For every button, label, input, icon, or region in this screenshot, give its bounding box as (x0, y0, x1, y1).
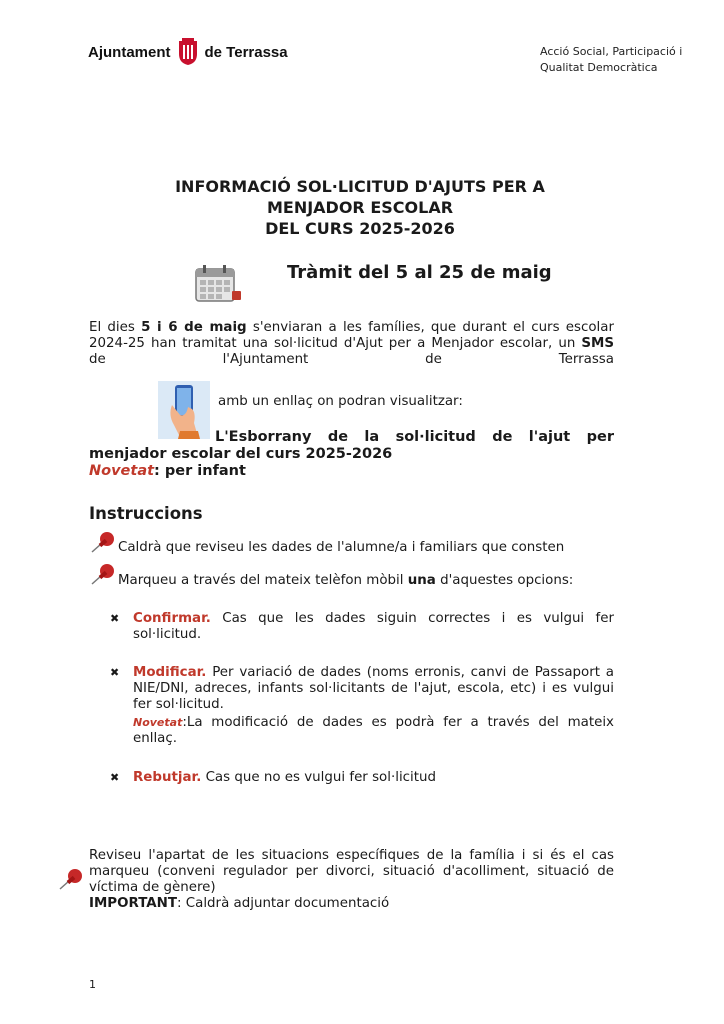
note-text: :La modificació de dades es podrà fer a través del mateix enllaç. (133, 715, 614, 746)
draft-block (89, 429, 614, 480)
instruction-item-1: Caldrà que reviseu les dades de l'alumne/a i familiars que consten (118, 540, 565, 555)
situations-paragraph (89, 848, 614, 912)
option-confirmar (133, 611, 614, 643)
option-text: Cas que les dades siguin correctes i es vulgui fer sol·licitud. (133, 611, 614, 642)
situations-text: Reviseu l'apartat de les situacions específiques de la família i si és el cas marqueu (conveni regulador per divorci, situació d'acolliment, situació de víctima de gènere) (89, 848, 614, 895)
department-name: Acció Social, Participació i Qualitat Democràtica (540, 45, 683, 74)
intro-dates: 5 i 6 de maig (141, 320, 247, 335)
intro-text-2: s'enviaran a les famílies, que durant el curs escolar 2024-25 han tramitat una sol·licitud d'Ajut per a Menjador escolar, un (89, 320, 614, 351)
pushpin-icon (88, 562, 118, 588)
draft-line-1: L'Esborrany de la sol·licitud de l'ajut per (215, 429, 614, 445)
option-title: Rebutjar. (133, 770, 202, 785)
crest-icon (177, 38, 199, 66)
note-label: Novetat (133, 716, 183, 729)
calendar-icon (194, 264, 242, 304)
draft-novetat (89, 463, 614, 480)
page-number: 1 (89, 978, 96, 991)
tramit-dates: Tràmit del 5 al 25 de maig (287, 262, 552, 283)
option-title: Modificar. (133, 665, 207, 680)
item2-text-b: d'aquestes opcions: (435, 573, 574, 588)
x-bullet-icon: ✖ (110, 666, 120, 679)
title-line-3: DEL CURS 2025-2026 (265, 219, 455, 238)
intro-sms: SMS (581, 336, 614, 351)
city-logo (88, 36, 288, 68)
intro-paragraph (89, 320, 614, 368)
item2-text-a: Marqueu a través del mateix telèfon mòbil (118, 573, 408, 588)
option-text: Cas que no es vulgui fer sol·licitud (201, 770, 436, 785)
novetat-label: Novetat (89, 463, 155, 479)
logo-text-right: de Terrassa (204, 43, 288, 61)
title-line-2: MENJADOR ESCOLAR (266, 198, 454, 217)
intro-text-3: de l'Ajuntament de Terrassa (89, 352, 614, 367)
x-bullet-icon: ✖ (110, 612, 120, 625)
logo-text-left: Ajuntament (88, 43, 171, 61)
intro-text-1: El dies (89, 320, 142, 335)
option-text: Per variació de dades (noms erronis, canvi de Passaport a NIE/DNI, adreces, infants sol·licitants de l'ajut, escola, etc) i es vulgui fer sol·licitud. (133, 665, 614, 712)
title-line-1: INFORMACIÓ SOL·LICITUD D'AJUTS PER A (175, 177, 545, 196)
novetat-text: : per infant (154, 463, 246, 479)
option-note (133, 715, 614, 747)
draft-line-2: menjador escolar del curs 2025-2026 (89, 446, 393, 462)
important-label: IMPORTANT (89, 896, 178, 911)
option-rebutjar (133, 770, 614, 786)
important-text: : Caldrà adjuntar documentació (177, 896, 390, 911)
pushpin-icon (88, 530, 118, 556)
item2-bold: una (407, 573, 436, 588)
link-text: amb un enllaç on podran visualitzar: (218, 394, 463, 409)
pushpin-icon (56, 867, 86, 893)
instructions-heading: Instruccions (89, 504, 203, 523)
option-title: Confirmar. (133, 611, 211, 626)
option-modificar (133, 665, 614, 747)
x-bullet-icon: ✖ (110, 771, 120, 784)
instruction-item-2 (118, 573, 573, 588)
document-title (100, 176, 620, 239)
important-line (89, 896, 614, 912)
